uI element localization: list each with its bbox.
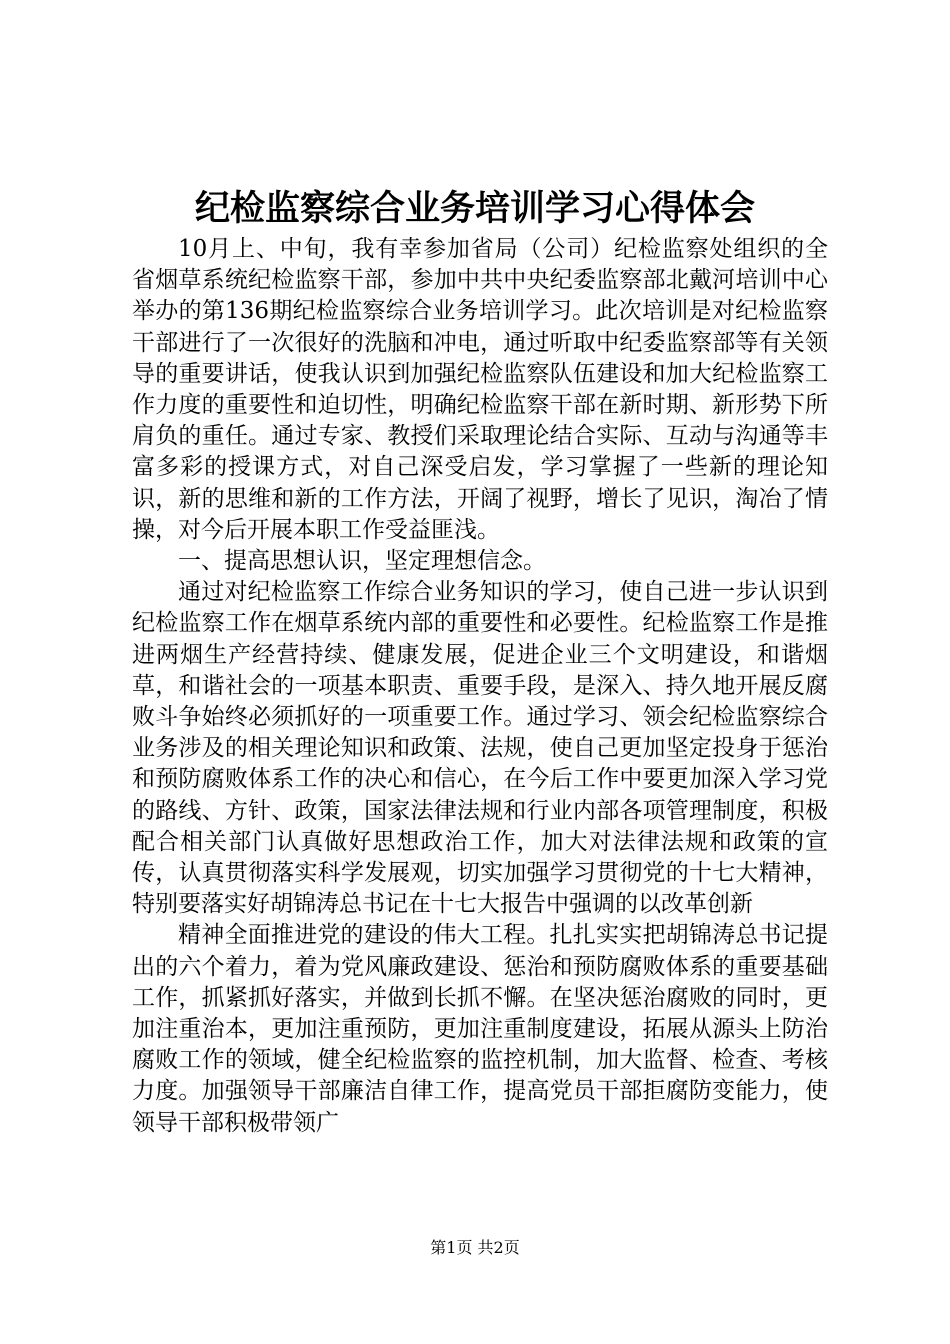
paragraph-intro: 10月上、中旬，我有幸参加省局（公司）纪检监察处组织的全省烟草系统纪检监察干部，参加中共中央纪委监察部北戴河培训中心举办的第136期纪检监察综合业务培训学习。此次培训是对纪检监察干部进行了一次很好的洗脑和冲电，通过听取中纪委监察部等有关领导的重要讲话，使我认识到加强纪检监察队伍建设和加大纪检监察工作力度的重要性和迫切性，明确纪检监察干部在新时期、新形势下所肩负的重任。通过专家、教授们采取理论结合实际、互动与沟通等丰富多彩的授课方式，对自己深受启发，学习掌握了一些新的理论知识，新的思维和新的工作方法，开阔了视野，增长了见识，淘冶了情操，对今后开展本职工作受益匪浅。 (132, 236, 828, 543)
paragraph-section-1: 通过对纪检监察工作综合业务知识的学习，使自己进一步认识到纪检监察工作在烟草系统内部的重要性和必要性。纪检监察工作是推进两烟生产经营持续、健康发展，促进企业三个文明建设，和谐烟草，和谐社会的一项基本职责、重要手段，是深入、持久地开展反腐败斗争始终必须抓好的一项重要工作。通过学习、领会纪检监察综合业务涉及的相关理论知识和政策、法规，使自己更加坚定投身于惩治和预防腐败体系工作的决心和信心，在今后工作中要更加深入学习党的路线、方针、政策，国家法律法规和行业内部各项管理制度，积极配合相关部门认真做好思想政治工作，加大对法律法规和政策的宣传，认真贯彻落实科学发展观，切实加强学习贯彻党的十七大精神，特别要落实好胡锦涛总书记在十七大报告中强调的以改革创新 (132, 579, 828, 918)
paragraph-section-1-continued: 精神全面推进党的建设的伟大工程。扎扎实实把胡锦涛总书记提出的六个着力，着为党风廉政建设、惩治和预防腐败体系的重要基础工作，抓紧抓好落实，并做到长抓不懈。在坚决惩治腐败的同时，更加注重治本，更加注重预防，更加注重制度建设，拓展从源头上防治腐败工作的领域，健全纪检监察的监控机制，加大监督、检查、考核力度。加强领导干部廉洁自律工作，提高党员干部拒腐防变能力，使领导干部积极带领广 (132, 922, 828, 1136)
document-title: 纪检监察综合业务培训学习心得体会 (194, 188, 755, 229)
page-footer: 第1页 共2页 (430, 1238, 520, 1257)
document-body (132, 234, 828, 1139)
paragraph-heading-1: 一、提高思想认识，坚定理想信念。 (178, 548, 546, 575)
